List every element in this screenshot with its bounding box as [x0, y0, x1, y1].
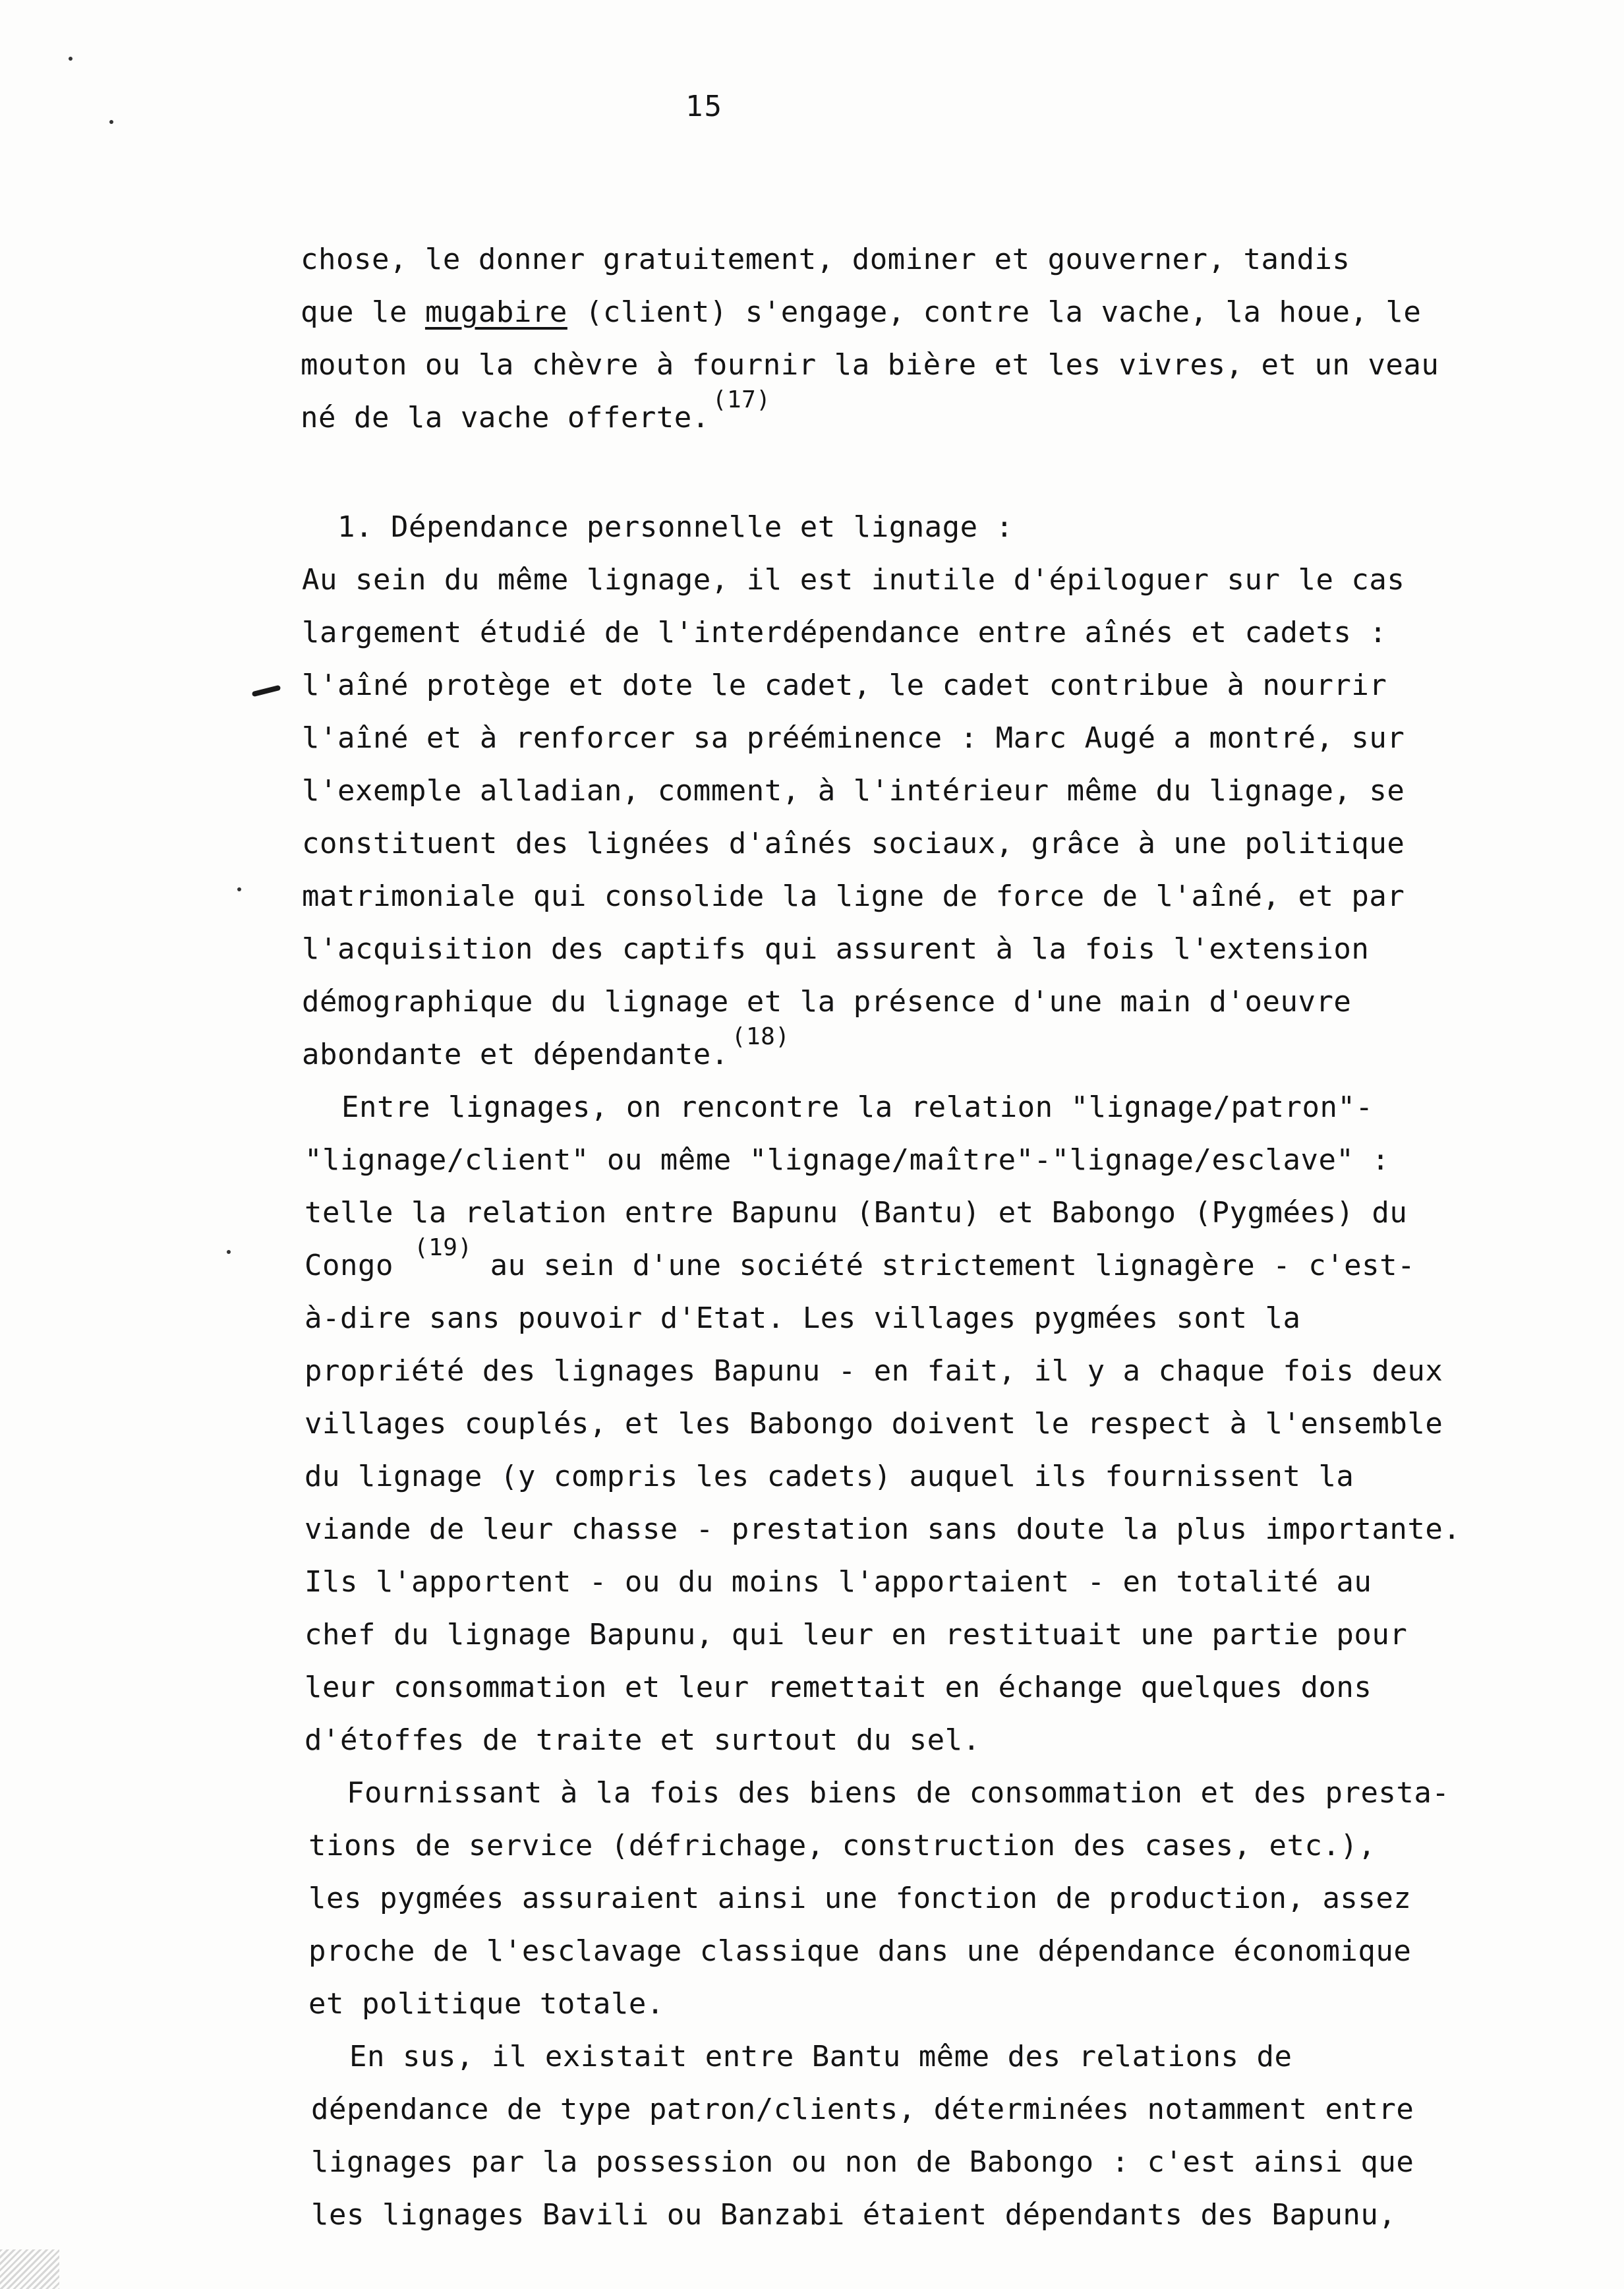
margin-mark	[252, 685, 281, 697]
scan-corner-noise	[0, 2249, 59, 2289]
text-line: dépendance de type patron/clients, déterminées notamment entre	[311, 2093, 1414, 2126]
text-line: Au sein du même lignage, il est inutile d'épiloguer sur le cas	[302, 563, 1405, 597]
text-line: l'exemple alladian, comment, à l'intérieur même du lignage, se	[302, 774, 1405, 808]
text-line: mouton ou la chèvre à fournir la bière et les vivres, et un veau	[301, 348, 1439, 382]
text-line: chose, le donner gratuitement, dominer et gouverner, tandis	[301, 243, 1350, 276]
section-heading: 1. Dépendance personnelle et lignage :	[337, 510, 1014, 544]
text-line: lignages par la possession ou non de Babongo : c'est ainsi que	[311, 2145, 1414, 2179]
text-line: à-dire sans pouvoir d'Etat. Les villages pygmées sont la	[304, 1301, 1301, 1335]
footnote-ref: (18)	[731, 1023, 790, 1050]
text-line: viande de leur chasse - prestation sans doute la plus importante.	[304, 1512, 1461, 1546]
text-line: proche de l'esclavage classique dans une dépendance économique	[308, 1934, 1412, 1968]
text-line: l'aîné et à renforcer sa prééminence : Marc Augé a montré, sur	[302, 721, 1405, 755]
text-line: tions de service (défrichage, construction des cases, etc.),	[308, 1829, 1376, 1862]
text-line: telle la relation entre Bapunu (Bantu) et Babongo (Pygmées) du	[304, 1196, 1408, 1230]
text-line: "lignage/client" ou même "lignage/maître"-"lignage/esclave" :	[304, 1143, 1390, 1177]
text-line: l'acquisition des captifs qui assurent à la fois l'extension	[302, 932, 1370, 966]
text-line: né de la vache offerte.$^{(17)}$	[301, 386, 771, 434]
text-line: Fournissant à la fois des biens de consommation et des presta-	[347, 1776, 1450, 1810]
term-mugabire: mugabire	[424, 295, 567, 329]
scan-speck	[109, 120, 113, 124]
text-line: En sus, il existait entre Bantu même des relations de	[349, 2040, 1292, 2073]
scan-speck	[237, 887, 241, 891]
text-line: propriété des lignages Bapunu - en fait, il y a chaque fois deux	[304, 1354, 1443, 1388]
text-line: d'étoffes de traite et surtout du sel.	[304, 1723, 981, 1757]
scan-speck	[227, 1250, 231, 1254]
text-line: les pygmées assuraient ainsi une fonction de production, assez	[308, 1882, 1412, 1915]
text-line: chef du lignage Bapunu, qui leur en restituait une partie pour	[304, 1618, 1408, 1651]
text-line: et politique totale.	[308, 1987, 664, 2021]
text-line: du lignage (y compris les cadets) auquel ils fournissent la	[304, 1460, 1354, 1493]
text-line: Entre lignages, on rencontre la relation "lignage/patron"-	[341, 1090, 1374, 1124]
text-line: l'aîné protège et dote le cadet, le cadet contribue à nourrir	[302, 669, 1387, 702]
text-line: que le mugabire (client) s'engage, contre la vache, la houe, le	[301, 295, 1422, 329]
scan-speck	[69, 57, 72, 61]
text-line: largement étudié de l'interdépendance entre aînés et cadets :	[302, 616, 1387, 649]
text-line: leur consommation et leur remettait en échange quelques dons	[304, 1671, 1372, 1704]
text-line: villages couplés, et les Babongo doivent le respect à l'ensemble	[304, 1407, 1443, 1441]
footnote-ref: (19)	[413, 1234, 473, 1261]
text-line: abondante et dépendante.$^{(18)}$	[302, 1023, 790, 1071]
text-line: Congo $^{(19)}$ au sein d'une société strictement lignagère - c'est-	[304, 1234, 1416, 1282]
text-line: démographique du lignage et la présence d'une main d'oeuvre	[302, 985, 1352, 1019]
text-line: matrimoniale qui consolide la ligne de force de l'aîné, et par	[302, 879, 1405, 913]
text-line: Ils l'apportent - ou du moins l'apportaient - en totalité au	[304, 1565, 1372, 1599]
text-line: les lignages Bavili ou Banzabi étaient dépendants des Bapunu,	[311, 2198, 1397, 2232]
page-number: 15	[685, 90, 723, 123]
text-line: constituent des lignées d'aînés sociaux, grâce à une politique	[302, 827, 1405, 860]
footnote-ref: (17)	[712, 386, 771, 413]
